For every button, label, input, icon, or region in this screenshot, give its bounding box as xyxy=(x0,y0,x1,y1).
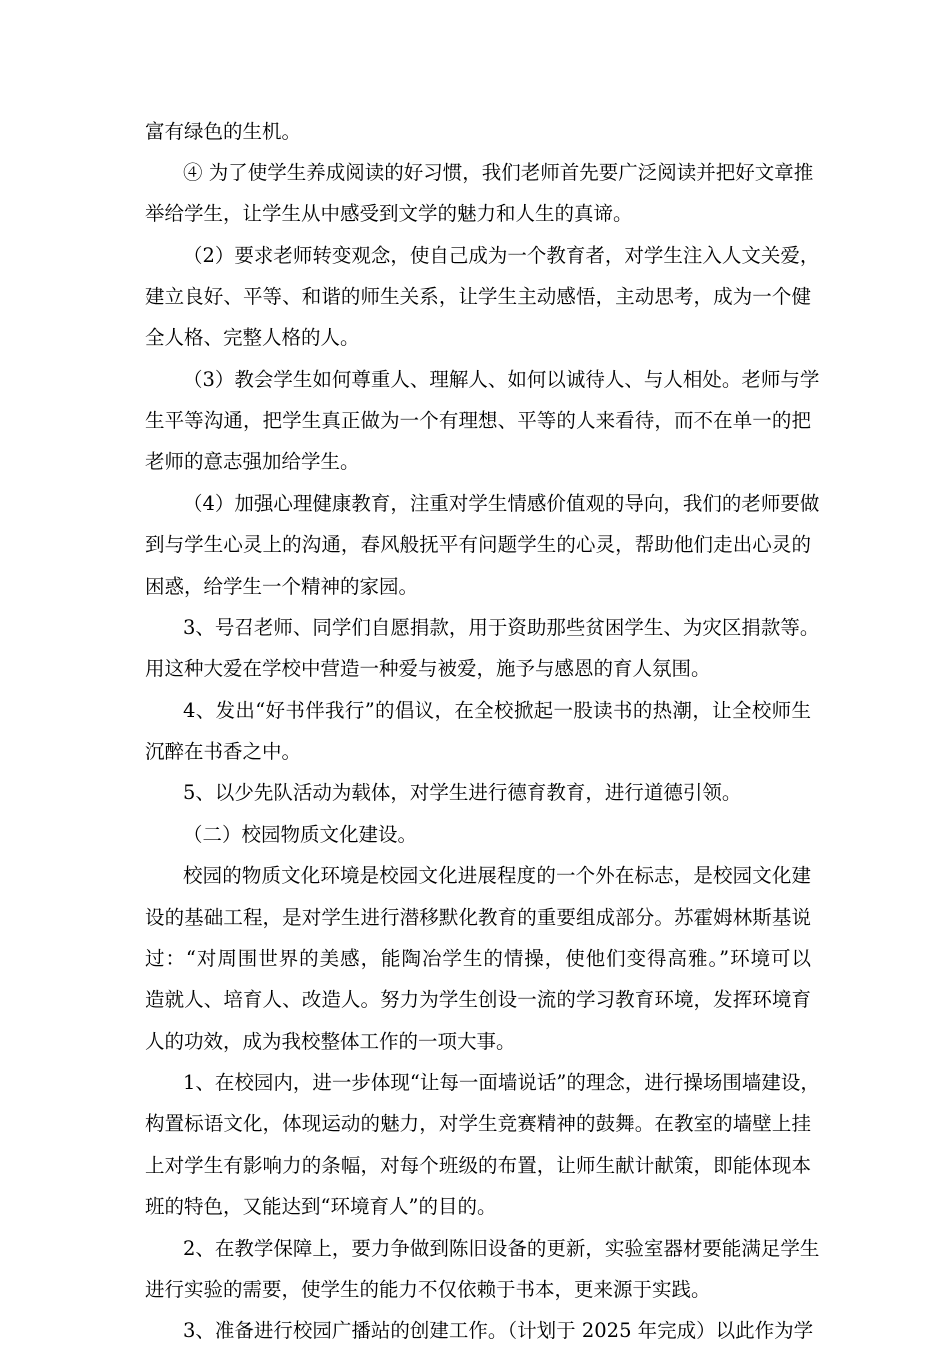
paragraph-line: 进行实验的需要，使学生的能力不仅依赖于书本，更来源于实践。 xyxy=(145,1278,711,1301)
paragraph-line: 1、在校园内，进一步体现“让每一面墙说话”的理念，进行操场围墙建设， xyxy=(183,1071,820,1094)
paragraph-line: （3）教会学生如何尊重人、理解人、如何以诚待人、与人相处。老师与学 xyxy=(183,368,820,391)
paragraph-line: 富有绿色的生机。 xyxy=(145,120,302,143)
paragraph-line: 建立良好、平等、和谐的师生关系，让学生主动感悟，主动思考，成为一个健 xyxy=(145,285,811,308)
paragraph-line: 3、准备进行校园广播站的创建工作。（计划于 2025 年完成）以此作为学 xyxy=(183,1319,814,1342)
paragraph-line: 5、以少先队活动为载体，对学生进行德育教育，进行道德引领。 xyxy=(183,781,742,804)
paragraph-line: （2）要求老师转变观念，使自己成为一个教育者，对学生注入人文关爱， xyxy=(183,244,820,267)
section-heading: （二）校园物质文化建设。 xyxy=(183,823,418,846)
paragraph-line: 人的功效，成为我校整体工作的一项大事。 xyxy=(145,1030,516,1053)
paragraph-line: 过：“对周围世界的美感，能陶冶学生的情操，使他们变得高雅。”环境可以 xyxy=(145,947,811,970)
paragraph-line: ④ 为了使学生养成阅读的好习惯，我们老师首先要广泛阅读并把好文章推 xyxy=(183,161,814,184)
paragraph-line: 上对学生有影响力的条幅，对每个班级的布置，让师生献计献策，即能体现本 xyxy=(145,1154,811,1177)
paragraph-line: 2、在教学保障上，要力争做到陈旧设备的更新，实验室器材要能满足学生 xyxy=(183,1237,820,1260)
paragraph-line: 班的特色，又能达到“环境育人”的目的。 xyxy=(145,1195,497,1218)
paragraph-line: 3、号召老师、同学们自愿捐款，用于资助那些贫困学生、为灾区捐款等。 xyxy=(183,616,820,639)
paragraph-line: 沉醉在书香之中。 xyxy=(145,740,302,763)
paragraph-line: 造就人、培育人、改造人。努力为学生创设一流的学习教育环境，发挥环境育 xyxy=(145,988,811,1011)
paragraph-line: 老师的意志强加给学生。 xyxy=(145,450,360,473)
paragraph-line: 举给学生，让学生从中感受到文学的魅力和人生的真谛。 xyxy=(145,202,633,225)
paragraph-line: 生平等沟通，把学生真正做为一个有理想、平等的人来看待，而不在单一的把 xyxy=(145,409,811,432)
paragraph-line: 设的基础工程，是对学生进行潜移默化教育的重要组成部分。苏霍姆林斯基说 xyxy=(145,906,811,929)
paragraph-line: 用这种大爱在学校中营造一种爱与被爱，施予与感恩的育人氛围。 xyxy=(145,657,711,680)
paragraph-line: 困惑，给学生一个精神的家园。 xyxy=(145,575,419,598)
paragraph-line: 校园的物质文化环境是校园文化进展程度的一个外在标志，是校园文化建 xyxy=(183,864,811,887)
paragraph-line: 4、发出“好书伴我行”的倡议，在全校掀起一股读书的热潮，让全校师生 xyxy=(183,699,811,722)
paragraph-line: （4）加强心理健康教育，注重对学生情感价值观的导向，我们的老师要做 xyxy=(183,492,820,515)
paragraph-line: 全人格、完整人格的人。 xyxy=(145,326,360,349)
paragraph-line: 构置标语文化，体现运动的魅力，对学生竞赛精神的鼓舞。在教室的墙壁上挂 xyxy=(145,1112,811,1135)
paragraph-line: 到与学生心灵上的沟通，春风般抚平有问题学生的心灵，帮助他们走出心灵的 xyxy=(145,533,811,556)
